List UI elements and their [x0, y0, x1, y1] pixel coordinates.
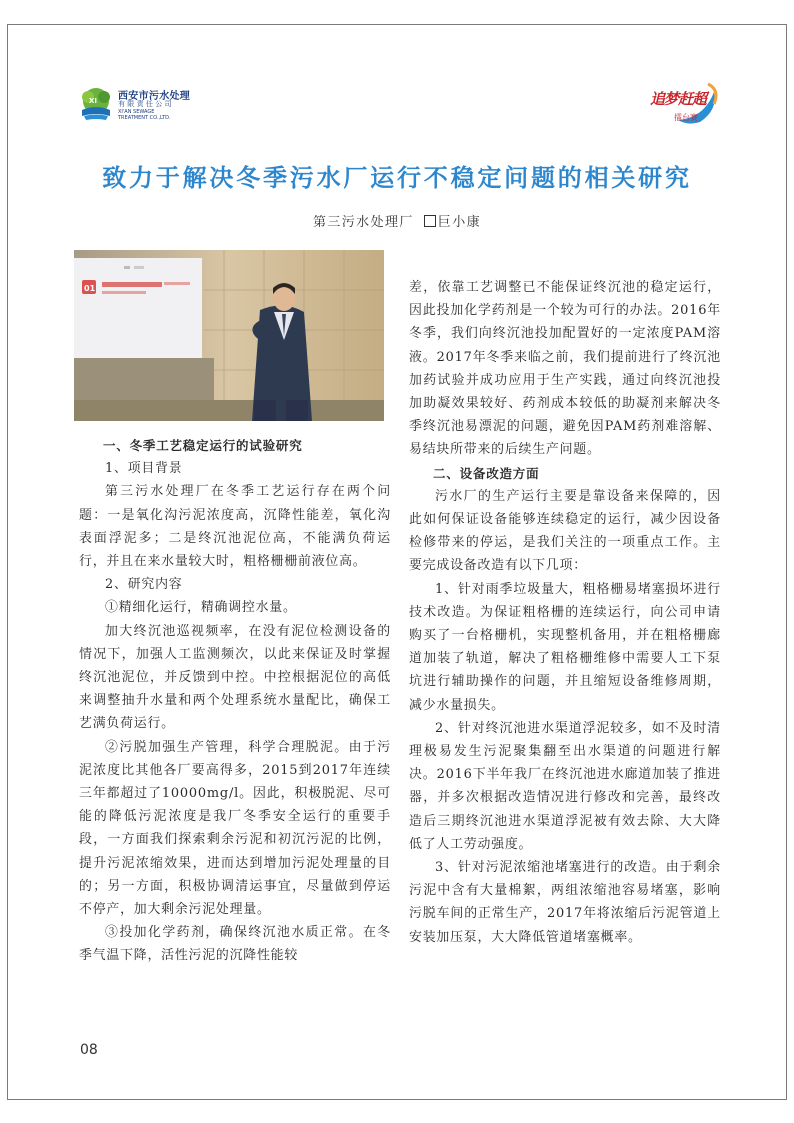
badge-title: 追梦赶超 [650, 90, 707, 108]
list-item-heading: ①精细化运行，精确调控水量。 [105, 600, 297, 616]
contest-badge [648, 80, 720, 126]
section-heading-2: 二、设备改造方面 [433, 465, 540, 481]
paragraph: 第三污水处理厂在冬季工艺运行存在两个问题：一是氧化沟污泥浓度高，沉降性能差，氧化沟表面浮泥多；二是终沉池泥位高，不能满负荷运行，并且在来水量较大时，粗格栅栅前液位高。 [79, 484, 391, 570]
paragraph: 2、针对终沉池进水渠道浮泥较多，如不及时清理极易发生污泥聚集翻至出水渠道的问题进行解决。2016下半年我厂在终沉池进水廊道加装了推进器，并多次根据改造情况进行修改和完善，最终改造后三期终沉池进水渠道浮泥被有效去除、大大降低了人工劳动强度。 [409, 720, 721, 852]
author-org: 第三污水处理厂 [312, 215, 414, 230]
badge-subtitle: 擂台赛 [674, 113, 698, 122]
right-column [409, 276, 721, 949]
svg-text:XI: XI [89, 97, 98, 105]
paragraph: 1、针对雨季垃圾量大，粗格栅易堵塞损坏进行技术改造。为保证粗格栅的连续运行，向公司申请购买了一台格栅机，实现整机备用，并在粗格栅廊道加装了轨道，解决了粗格栅维修中需要人工下泵坑进行辅助操作的问题，并且缩短设备维修周期，减少水量损失。 [409, 581, 721, 713]
paragraph: ③投加化学药剂，确保终沉池水质正常。在冬季气温下降，活性污泥的沉降性能较 [79, 925, 391, 964]
logo-name-cn-2: 有限责任公司 [118, 100, 174, 108]
subheading-research: 2、研究内容 [105, 577, 183, 593]
speaker-photo [74, 250, 384, 421]
company-logo [78, 86, 198, 126]
paragraph: ②污脱加强生产管理，科学合理脱泥。由于污泥浓度比其他各厂要高得多，2015到2017年连续三年都超过了10000mg/l。因此，积极脱泥、尽可能的降低污泥浓度是我厂冬季安全运行的重要手段，一方面我们探索剩余污泥和初沉污泥的比例，提升污泥浓缩效果，进而达到增加污泥处理量的目的；另一方面，积极协调清运事宜，尽量做到停运不停产，加大剩余污泥处理量。 [79, 739, 391, 918]
author-box-icon [424, 215, 436, 227]
page-number: 08 [80, 1042, 98, 1058]
section-heading-1: 一、冬季工艺稳定运行的试验研究 [103, 438, 303, 453]
paragraph: 污水厂的生产运行主要是靠设备来保障的，因此如何保证设备能够连续稳定的运行，减少因设备检修带来的停运，是我们关注的一项重点工作。主要完成设备改造有以下几项： [409, 488, 721, 574]
logo-name-cn: 西安市污水处理 [118, 91, 191, 102]
logo-emblem-icon [78, 86, 114, 122]
paragraph: 加大终沉池巡视频率，在没有泥位检测设备的情况下，加强人工监测频次，以此来保证及时掌握终沉池泥位，并反馈到中控。中控根据泥位的高低来调整抽升水量和两个处理系统水量配比，确保工艺满负荷运行。 [79, 623, 391, 732]
author-name: 巨小康 [437, 215, 481, 230]
paragraph: 差，依靠工艺调整已不能保证终沉池的稳定运行，因此投加化学药剂是一个较为可行的办法。2016年冬季，我们向终沉池投加配置好的一定浓度PAM溶液。2017年冬季来临之前，我们提前进行了终沉池加药试验并成功应用于生产实践，通过向终沉池投加助凝效果较好、药剂成本较低的助凝剂来解决冬季终沉池易漂泥的问题，避免因PAM药剂难溶解、易结块所带来的后续生产问题。 [409, 280, 721, 458]
article-title: 致力于解决冬季污水厂运行不稳定问题的相关研究 [102, 164, 692, 192]
slide-number: 01 [84, 284, 96, 293]
paragraph: 3、针对污泥浓缩池堵塞进行的改造。由于剩余污泥中含有大量棉絮，两组浓缩池容易堵塞，影响污脱车间的正常生产，2017年将浓缩后污泥管道上安装加压泵，大大降低管道堵塞概率。 [409, 860, 721, 945]
subheading-background: 1、项目背景 [105, 461, 183, 477]
presentation-photo-image [74, 250, 384, 421]
byline [0, 211, 794, 230]
left-column [79, 434, 391, 968]
logo-name-en: XI'AN SEWAGE TREATMENT CO.,LTD. [118, 109, 171, 121]
